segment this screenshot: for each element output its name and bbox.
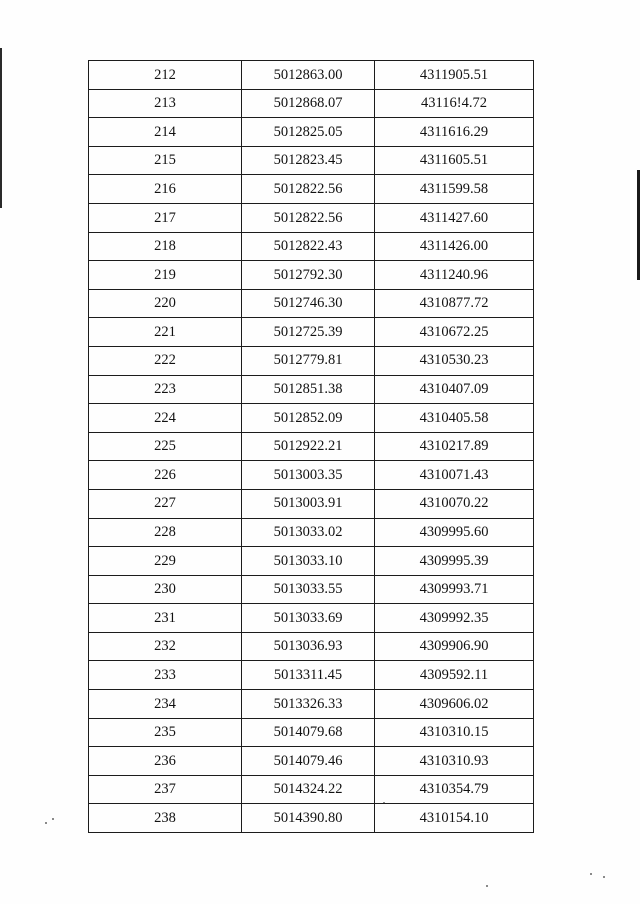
point-number-cell: 237 <box>89 775 242 804</box>
table-row <box>89 718 534 747</box>
x-coordinate-cell: 5012822.43 <box>242 232 375 261</box>
point-number-cell: 221 <box>89 318 242 347</box>
x-coordinate-cell: 5012825.05 <box>242 118 375 147</box>
table-row <box>89 432 534 461</box>
point-number-cell: 223 <box>89 375 242 404</box>
point-number-cell: 216 <box>89 175 242 204</box>
x-coordinate-cell: 5012851.38 <box>242 375 375 404</box>
table-row <box>89 747 534 776</box>
x-coordinate-cell: 5014324.22 <box>242 775 375 804</box>
point-number-cell: 214 <box>89 118 242 147</box>
point-number-cell: 227 <box>89 489 242 518</box>
table-row <box>89 690 534 719</box>
scan-speck <box>486 885 488 887</box>
x-coordinate-cell: 5014079.46 <box>242 747 375 776</box>
x-coordinate-cell: 5014390.80 <box>242 804 375 833</box>
coordinate-table <box>88 60 534 833</box>
table-row <box>89 318 534 347</box>
point-number-cell: 212 <box>89 61 242 90</box>
x-coordinate-cell: 5014079.68 <box>242 718 375 747</box>
y-coordinate-cell: 4310407.09 <box>375 375 534 404</box>
table-row <box>89 261 534 290</box>
table-row <box>89 518 534 547</box>
y-coordinate-cell: 4310877.72 <box>375 289 534 318</box>
point-number-cell: 218 <box>89 232 242 261</box>
y-coordinate-cell: 4311426.00 <box>375 232 534 261</box>
y-coordinate-cell: 4310405.58 <box>375 404 534 433</box>
table-row <box>89 89 534 118</box>
x-coordinate-cell: 5013036.93 <box>242 632 375 661</box>
y-coordinate-cell: 4310070.22 <box>375 489 534 518</box>
y-coordinate-cell: 4310154.10 <box>375 804 534 833</box>
point-number-cell: 236 <box>89 747 242 776</box>
y-coordinate-cell: 4309993.71 <box>375 575 534 604</box>
x-coordinate-cell: 5013003.91 <box>242 489 375 518</box>
y-coordinate-cell: 4311605.51 <box>375 146 534 175</box>
x-coordinate-cell: 5013033.02 <box>242 518 375 547</box>
point-number-cell: 220 <box>89 289 242 318</box>
scan-speck <box>590 873 592 875</box>
table-row <box>89 604 534 633</box>
y-coordinate-cell: 4310071.43 <box>375 461 534 490</box>
point-number-cell: 224 <box>89 404 242 433</box>
x-coordinate-cell: 5012852.09 <box>242 404 375 433</box>
table-row <box>89 547 534 576</box>
point-number-cell: 228 <box>89 518 242 547</box>
scan-speck <box>45 822 47 824</box>
x-coordinate-cell: 5012823.45 <box>242 146 375 175</box>
y-coordinate-cell: 4310310.15 <box>375 718 534 747</box>
table-row <box>89 289 534 318</box>
table-row <box>89 489 534 518</box>
table-row <box>89 146 534 175</box>
x-coordinate-cell: 5013003.35 <box>242 461 375 490</box>
table-row <box>89 375 534 404</box>
x-coordinate-cell: 5013033.69 <box>242 604 375 633</box>
y-coordinate-cell: 4309992.35 <box>375 604 534 633</box>
point-number-cell: 234 <box>89 690 242 719</box>
point-number-cell: 229 <box>89 547 242 576</box>
point-number-cell: 232 <box>89 632 242 661</box>
point-number-cell: 215 <box>89 146 242 175</box>
point-number-cell: 225 <box>89 432 242 461</box>
y-coordinate-cell: 43116!4.72 <box>375 89 534 118</box>
x-coordinate-cell: 5012868.07 <box>242 89 375 118</box>
table-row <box>89 175 534 204</box>
point-number-cell: 235 <box>89 718 242 747</box>
scan-edge-left <box>0 48 2 208</box>
point-number-cell: 231 <box>89 604 242 633</box>
y-coordinate-cell: 4309995.60 <box>375 518 534 547</box>
y-coordinate-cell: 4311905.51 <box>375 61 534 90</box>
table-row <box>89 461 534 490</box>
y-coordinate-cell: 4310310.93 <box>375 747 534 776</box>
table-row <box>89 404 534 433</box>
scan-speck <box>603 876 605 878</box>
y-coordinate-cell: 4309995.39 <box>375 547 534 576</box>
x-coordinate-cell: 5012746.30 <box>242 289 375 318</box>
x-coordinate-cell: 5012822.56 <box>242 175 375 204</box>
point-number-cell: 233 <box>89 661 242 690</box>
scan-speck <box>52 818 54 820</box>
x-coordinate-cell: 5013033.55 <box>242 575 375 604</box>
x-coordinate-cell: 5012779.81 <box>242 346 375 375</box>
table-row <box>89 661 534 690</box>
table-row <box>89 775 534 804</box>
y-coordinate-cell: 4309606.02 <box>375 690 534 719</box>
table-row <box>89 804 534 833</box>
table-row <box>89 575 534 604</box>
y-coordinate-cell: 4309906.90 <box>375 632 534 661</box>
x-coordinate-cell: 5012863.00 <box>242 61 375 90</box>
y-coordinate-cell: 4310530.23 <box>375 346 534 375</box>
x-coordinate-cell: 5013326.33 <box>242 690 375 719</box>
point-number-cell: 213 <box>89 89 242 118</box>
y-coordinate-cell: 4311427.60 <box>375 203 534 232</box>
coordinate-table-body <box>89 61 534 833</box>
table-row <box>89 203 534 232</box>
x-coordinate-cell: 5013033.10 <box>242 547 375 576</box>
x-coordinate-cell: 5012725.39 <box>242 318 375 347</box>
point-number-cell: 238 <box>89 804 242 833</box>
x-coordinate-cell: 5013311.45 <box>242 661 375 690</box>
y-coordinate-cell: 4309592.11 <box>375 661 534 690</box>
y-coordinate-cell: 4310217.89 <box>375 432 534 461</box>
x-coordinate-cell: 5012922.21 <box>242 432 375 461</box>
y-coordinate-cell: 4311616.29 <box>375 118 534 147</box>
y-coordinate-cell: 4310354.79 <box>375 775 534 804</box>
point-number-cell: 217 <box>89 203 242 232</box>
y-coordinate-cell: 4311240.96 <box>375 261 534 290</box>
x-coordinate-cell: 5012792.30 <box>242 261 375 290</box>
x-coordinate-cell: 5012822.56 <box>242 203 375 232</box>
y-coordinate-cell: 4310672.25 <box>375 318 534 347</box>
point-number-cell: 219 <box>89 261 242 290</box>
table-row <box>89 61 534 90</box>
point-number-cell: 230 <box>89 575 242 604</box>
table-row <box>89 232 534 261</box>
table-row <box>89 632 534 661</box>
table-row <box>89 346 534 375</box>
table-row <box>89 118 534 147</box>
y-coordinate-cell: 4311599.58 <box>375 175 534 204</box>
point-number-cell: 222 <box>89 346 242 375</box>
point-number-cell: 226 <box>89 461 242 490</box>
